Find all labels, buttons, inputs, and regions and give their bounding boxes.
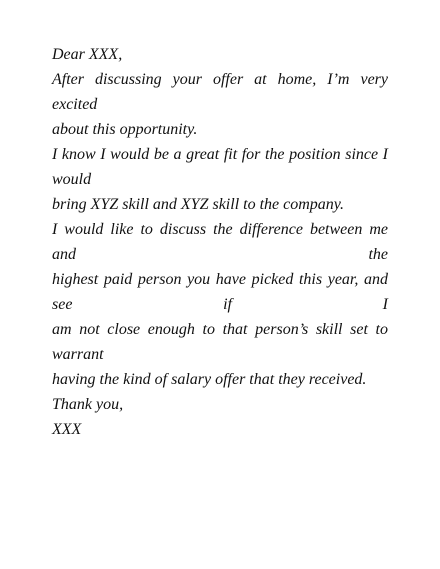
- salutation: Dear XXX,: [52, 46, 123, 63]
- paragraph-line: I know I would be a great fit for the position since I would: [52, 146, 388, 188]
- paragraph-2: [52, 142, 388, 217]
- paragraph-line: highest paid person you have picked this year, and see if I: [52, 271, 388, 313]
- paragraph-3: [52, 217, 388, 392]
- paragraph-line: about this opportunity.: [52, 121, 198, 138]
- paragraph-line: having the kind of salary offer that they received.: [52, 371, 367, 388]
- paragraph-1: [52, 67, 388, 142]
- paragraph-line: I would like to discuss the difference between me and the: [52, 221, 388, 263]
- paragraph-line: bring XYZ skill and XYZ skill to the company.: [52, 196, 345, 213]
- paragraph-line: am not close enough to that person’s skill set to warrant: [52, 321, 388, 363]
- signature: XXX: [52, 421, 82, 438]
- paragraph-line: After discussing your offer at home, I’m very excited: [52, 71, 388, 113]
- closing: Thank you,: [52, 396, 124, 413]
